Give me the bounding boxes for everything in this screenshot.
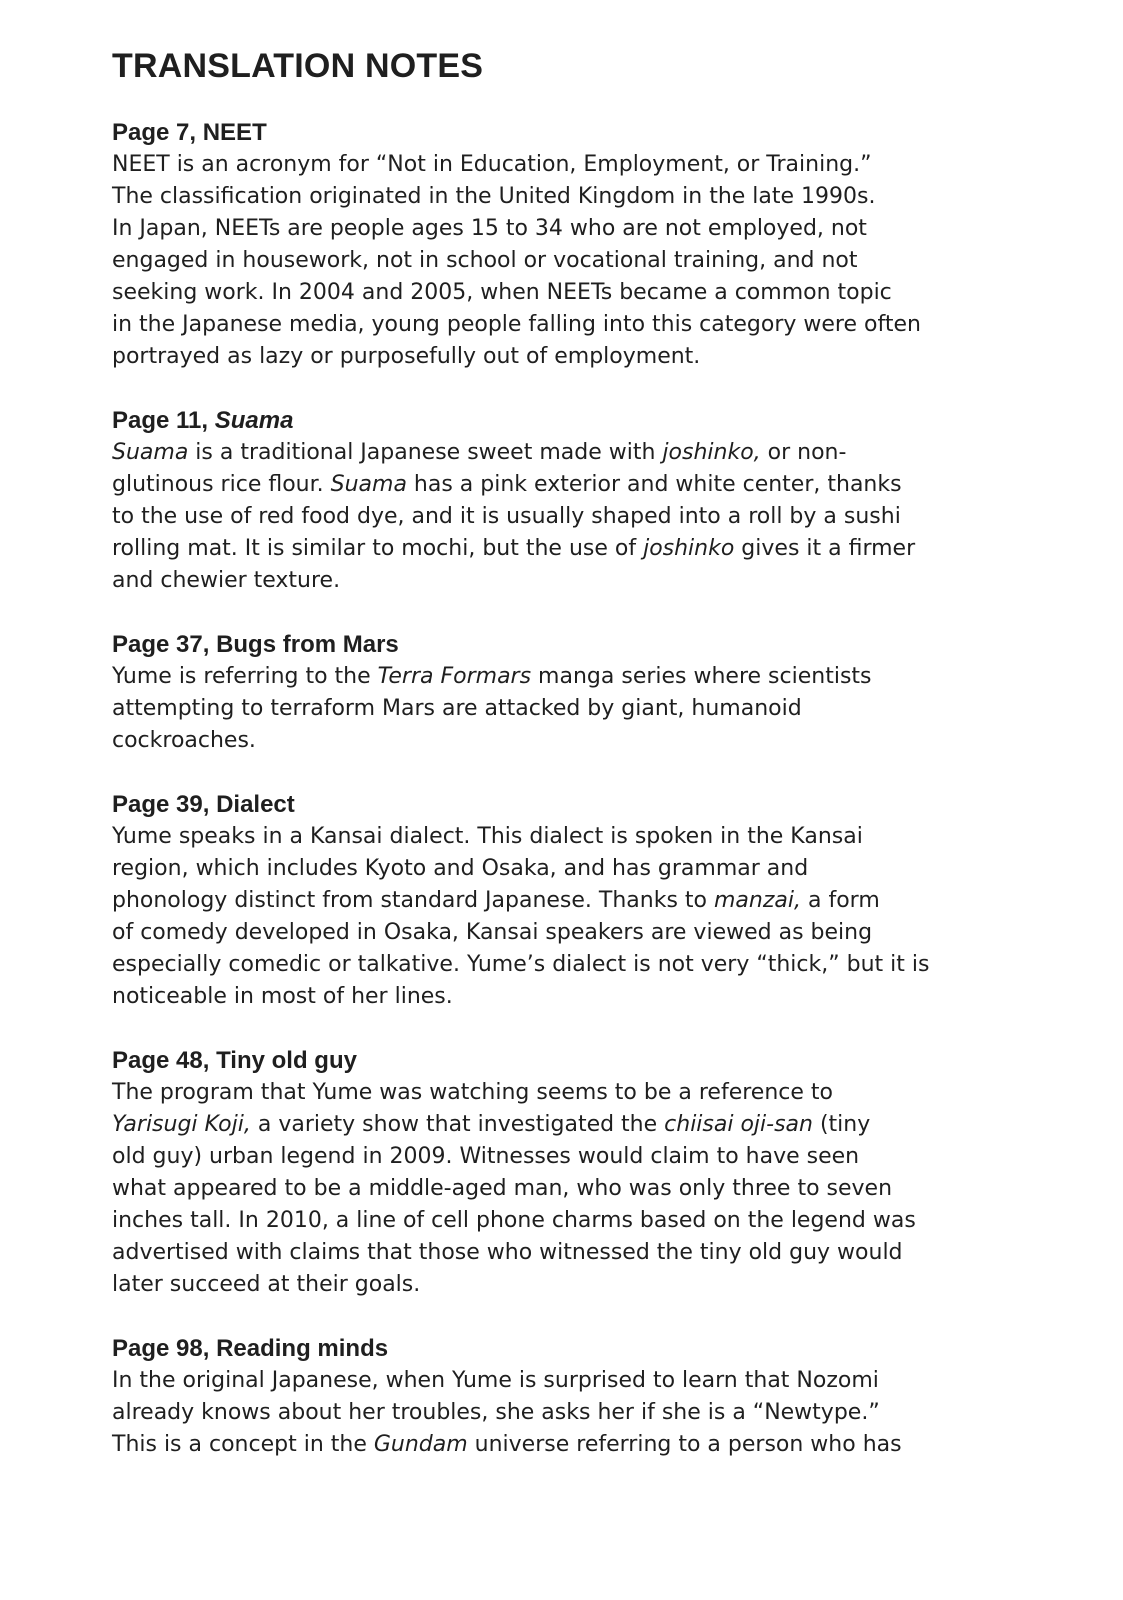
note-body-line	[112, 309, 1032, 341]
note-body-line	[112, 149, 1032, 181]
note-body-line	[112, 1365, 1032, 1397]
body-text: what appeared to be a middle-aged man, who was only three to seven	[112, 1175, 893, 1201]
note-body-line	[112, 341, 1032, 373]
body-text: in the Japanese media, young people falling into this category were often	[112, 311, 921, 337]
note-body-line	[112, 1205, 1032, 1237]
note-body-line	[112, 917, 1032, 949]
body-text: or non-	[760, 439, 847, 465]
body-text: seeking work. In 2004 and 2005, when NEETs became a common topic	[112, 279, 892, 305]
body-text: manga series where scientists	[531, 663, 872, 689]
body-italic-text: manzai,	[713, 887, 801, 913]
note-body-line	[112, 885, 1032, 917]
note-heading	[112, 629, 1032, 661]
note-body-line	[112, 1173, 1032, 1205]
body-text: In the original Japanese, when Yume is surprised to learn that Nozomi	[112, 1367, 879, 1393]
body-text: has a pink exterior and white center, thanks	[406, 471, 902, 497]
body-text: NEET is an acronym for “Not in Education, Employment, or Training.”	[112, 151, 872, 177]
note-heading	[112, 789, 1032, 821]
note-body-line	[112, 981, 1032, 1013]
note-heading	[112, 405, 1032, 437]
notes-list	[112, 117, 1032, 1461]
body-text: and chewier texture.	[112, 567, 341, 593]
heading-text: Page 11,	[112, 406, 215, 434]
heading-text: Page 48, Tiny old guy	[112, 1046, 357, 1074]
note-heading	[112, 1045, 1032, 1077]
body-text: a variety show that investigated the	[250, 1111, 665, 1137]
body-text: phonology distinct from standard Japanese. Thanks to	[112, 887, 714, 913]
note-body-line	[112, 1397, 1032, 1429]
note-body-line	[112, 725, 1032, 757]
body-italic-text: chiisai oji-san	[664, 1111, 813, 1137]
body-text: Yume speaks in a Kansai dialect. This dialect is spoken in the Kansai	[112, 823, 863, 849]
body-text: already knows about her troubles, she asks her if she is a “Newtype.”	[112, 1399, 880, 1425]
heading-text: Page 98, Reading minds	[112, 1334, 389, 1362]
note-body-line	[112, 245, 1032, 277]
translation-note	[112, 117, 1032, 373]
heading-text: Page 39, Dialect	[112, 790, 295, 818]
translation-note	[112, 405, 1032, 597]
body-italic-text: Terra Formars	[377, 663, 532, 689]
body-text: rolling mat. It is similar to mochi, but the use of	[112, 535, 644, 561]
note-body-line	[112, 821, 1032, 853]
body-text: gives it a firmer	[734, 535, 916, 561]
note-body-line	[112, 853, 1032, 885]
note-body-line	[112, 1237, 1032, 1269]
body-text: universe referring to a person who has	[467, 1431, 902, 1457]
note-heading	[112, 117, 1032, 149]
note-body-line	[112, 213, 1032, 245]
body-text: The classification originated in the United Kingdom in the late 1990s.	[112, 183, 876, 209]
note-body-line	[112, 1429, 1032, 1461]
body-text: glutinous rice flour.	[112, 471, 331, 497]
body-text: portrayed as lazy or purposefully out of employment.	[112, 343, 701, 369]
body-text: later succeed at their goals.	[112, 1271, 421, 1297]
note-body-line	[112, 181, 1032, 213]
body-italic-text: Gundam	[373, 1431, 468, 1457]
body-text: Yume is referring to the	[112, 663, 378, 689]
heading-text: Page 37, Bugs from Mars	[112, 630, 399, 658]
note-heading	[112, 1333, 1032, 1365]
body-text: inches tall. In 2010, a line of cell phone charms based on the legend was	[112, 1207, 916, 1233]
note-body-line	[112, 693, 1032, 725]
body-text: old guy) urban legend in 2009. Witnesses would claim to have seen	[112, 1143, 860, 1169]
body-italic-text: Suama	[112, 439, 189, 465]
note-body-line	[112, 565, 1032, 597]
body-text: In Japan, NEETs are people ages 15 to 34 who are not employed, not	[112, 215, 867, 241]
note-body-line	[112, 1141, 1032, 1173]
translation-note	[112, 789, 1032, 1013]
body-text: region, which includes Kyoto and Osaka, and has grammar and	[112, 855, 809, 881]
body-text: of comedy developed in Osaka, Kansai speakers are viewed as being	[112, 919, 873, 945]
body-text: The program that Yume was watching seems to be a reference to	[112, 1079, 833, 1105]
body-text: noticeable in most of her lines.	[112, 983, 453, 1009]
note-body-line	[112, 1109, 1032, 1141]
note-body-line	[112, 501, 1032, 533]
note-body-line	[112, 1077, 1032, 1109]
note-body-line	[112, 949, 1032, 981]
note-body-line	[112, 1269, 1032, 1301]
document-page	[112, 40, 1032, 1493]
heading-text: Page 7, NEET	[112, 118, 267, 146]
body-italic-text: joshinko	[643, 535, 735, 561]
body-text: (tiny	[812, 1111, 871, 1137]
body-italic-text: joshinko,	[662, 439, 761, 465]
body-italic-text: Yarisugi Koji,	[112, 1111, 251, 1137]
body-italic-text: Suama	[330, 471, 407, 497]
note-body-line	[112, 533, 1032, 565]
heading-italic-text: Suama	[214, 406, 294, 434]
note-body-line	[112, 661, 1032, 693]
body-text: advertised with claims that those who witnessed the tiny old guy would	[112, 1239, 903, 1265]
body-text: This is a concept in the	[112, 1431, 374, 1457]
body-text: especially comedic or talkative. Yume’s dialect is not very “thick,” but it is	[112, 951, 930, 977]
note-body-line	[112, 437, 1032, 469]
page-title: TRANSLATION NOTES	[112, 47, 484, 85]
body-text: to the use of red food dye, and it is usually shaped into a roll by a sushi	[112, 503, 901, 529]
body-text: a form	[800, 887, 880, 913]
body-text: is a traditional Japanese sweet made with	[188, 439, 663, 465]
body-text: attempting to terraform Mars are attacked by giant, humanoid	[112, 695, 802, 721]
translation-note	[112, 1045, 1032, 1301]
translation-note	[112, 1333, 1032, 1461]
note-body-line	[112, 469, 1032, 501]
body-text: engaged in housework, not in school or vocational training, and not	[112, 247, 858, 273]
translation-note	[112, 629, 1032, 757]
body-text: cockroaches.	[112, 727, 256, 753]
note-body-line	[112, 277, 1032, 309]
